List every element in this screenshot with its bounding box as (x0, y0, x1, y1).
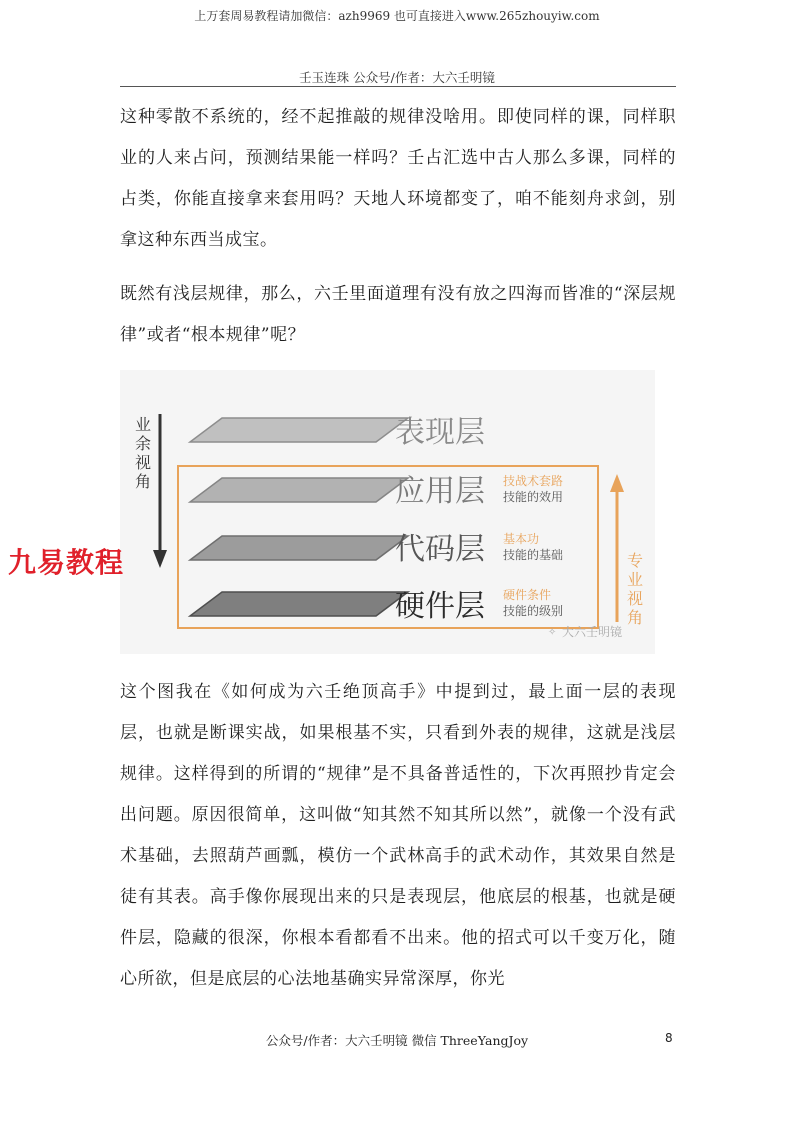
layer-label: 应用层 (395, 474, 485, 509)
right-axis-char: 角 (626, 608, 644, 627)
figure-credit: 大六壬明镜 (562, 625, 623, 639)
layer-label: 表现层 (395, 415, 485, 450)
page-number: 8 (665, 1031, 673, 1045)
layer-label: 硬件层 (395, 589, 485, 624)
top-banner: 上万套周易教程请加微信：azh9969 也可直接进入www.265zhouyiw.com (194, 9, 600, 23)
layer-note: 技能的级别 (503, 604, 564, 618)
layer-note: 基本功 (503, 532, 540, 546)
layer-slab (190, 418, 408, 442)
left-axis-arrowhead (153, 550, 167, 568)
layer-slab (190, 478, 408, 502)
right-axis-char: 专 (626, 551, 644, 570)
layer-note: 技能的基础 (503, 548, 564, 562)
right-axis-char: 视 (626, 589, 644, 608)
left-axis-char: 视 (134, 453, 152, 472)
layer-slab (190, 536, 408, 560)
layer-diagram (120, 370, 655, 654)
right-axis-char: 业 (626, 570, 644, 589)
footer-text: 公众号/作者：大六壬明镜 微信 ThreeYangJoy (265, 1033, 529, 1048)
watermark-logo: 九易教程 (8, 546, 125, 579)
paragraph-1: 这种零散不系统的，经不起推敲的规律没啥用。即使同样的课，同样职业的人来占问，预测结果能一样吗？壬占汇选中古人那么多课，同样的占类，你能直接拿来套用吗？天地人环境都变了，咱不能刻舟求剑，别拿这种东西当成宝。 (120, 107, 676, 250)
paragraph-3: 这个图我在《如何成为六壬绝顶高手》中提到过，最上面一层的表现层，也就是断课实战，如果根基不实，只看到外表的规律，这就是浅层规律。这样得到的所谓的“规律”是不具备普适性的，下次再照抄肯定会出问题。原因很简单，这叫做“知其然不知其所以然”，就像一个没有武术基础，去照葫芦画瓢，模仿一个武林高手的武术动作，其效果自然是徒有其表。高手像你展现出来的只是表现层，他底层的根基，也就是硬件层，隐藏的很深，你根本看都看不出来。他的招式可以千变万化，随心所欲，但是底层的心法地基确实异常深厚，你光 (120, 682, 676, 989)
header-rule (120, 86, 676, 87)
layer-label: 代码层 (395, 532, 485, 567)
left-axis-char: 角 (134, 472, 152, 491)
wechat-icon: ✧ (548, 627, 557, 638)
right-axis-arrowhead (610, 474, 624, 492)
left-axis-char: 业 (134, 415, 152, 434)
layer-note: 技能的效用 (503, 490, 564, 504)
layer-note: 硬件条件 (503, 588, 552, 602)
layer-note: 技战术套路 (503, 474, 564, 488)
paragraph-2: 既然有浅层规律，那么，六壬里面道理有没有放之四海而皆准的“深层规律”或者“根本规律”呢？ (120, 284, 676, 345)
left-axis-char: 余 (134, 434, 152, 453)
layer-slab (190, 592, 408, 616)
running-head: 壬玉连珠 公众号/作者：大六壬明镜 (299, 70, 495, 85)
